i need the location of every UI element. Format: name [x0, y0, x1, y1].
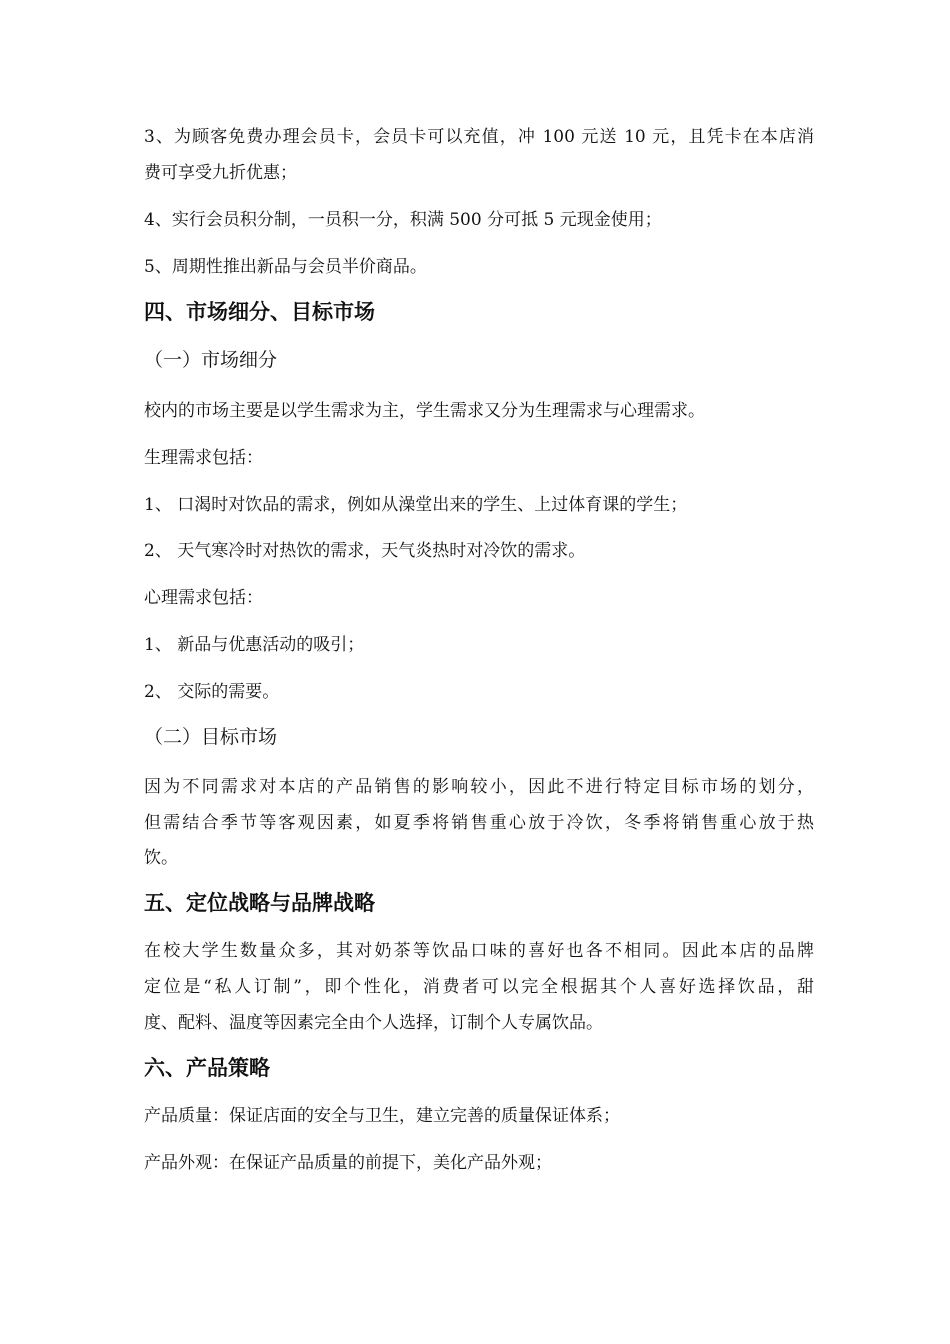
paragraph-new-products: 5、周期性推出新品与会员半价商品。	[144, 257, 427, 277]
paragraph-segmentation-intro: 校内的市场主要是以学生需求为主，学生需求又分为生理需求与心理需求。	[144, 401, 705, 421]
list-item-physiological-1: 1、 口渴时对饮品的需求，例如从澡堂出来的学生、上过体育课的学生；	[144, 495, 688, 515]
paragraph-positioning-line1: 在校大学生数量众多，其对奶茶等饮品口味的喜好也各不相同。因此本店的品牌	[144, 941, 814, 961]
heading-section-4: 四、市场细分、目标市场	[144, 300, 375, 324]
paragraph-positioning-line3: 度、配料、温度等因素完全由个人选择，订制个人专属饮品。	[144, 1013, 603, 1033]
paragraph-product-appearance: 产品外观：在保证产品质量的前提下，美化产品外观；	[144, 1153, 552, 1173]
paragraph-target-market-line2: 但需结合季节等客观因素，如夏季将销售重心放于冷饮，冬季将销售重心放于热	[144, 813, 814, 833]
label-psychological-needs: 心理需求包括：	[144, 588, 263, 608]
heading-target-market: （二）目标市场	[144, 726, 278, 748]
paragraph-positioning-line2: 定位是“私人订制”，即个性化，消费者可以完全根据其个人喜好选择饮品，甜	[144, 977, 814, 997]
heading-section-6: 六、产品策略	[144, 1056, 270, 1080]
label-physiological-needs: 生理需求包括：	[144, 448, 263, 468]
paragraph-points-system: 4、实行会员积分制，一员积一分，积满 500 分可抵 5 元现金使用；	[144, 210, 662, 230]
paragraph-membership-card-line2: 费可享受九折优惠；	[144, 163, 297, 183]
heading-market-segmentation: （一）市场细分	[144, 349, 278, 371]
paragraph-target-market-line3: 饮。	[144, 848, 178, 868]
paragraph-target-market-line1: 因为不同需求对本店的产品销售的影响较小，因此不进行特定目标市场的划分，	[144, 777, 814, 797]
list-item-psychological-1: 1、 新品与优惠活动的吸引；	[144, 635, 365, 655]
heading-section-5: 五、定位战略与品牌战略	[144, 891, 375, 915]
paragraph-membership-card-line1: 3、为顾客免费办理会员卡，会员卡可以充值，冲 100 元送 10 元，且凭卡在本店消	[144, 127, 814, 147]
list-item-psychological-2: 2、 交际的需要。	[144, 682, 280, 702]
list-item-physiological-2: 2、 天气寒冷时对热饮的需求，天气炎热时对冷饮的需求。	[144, 541, 586, 561]
paragraph-product-quality: 产品质量：保证店面的安全与卫生，建立完善的质量保证体系；	[144, 1106, 620, 1126]
